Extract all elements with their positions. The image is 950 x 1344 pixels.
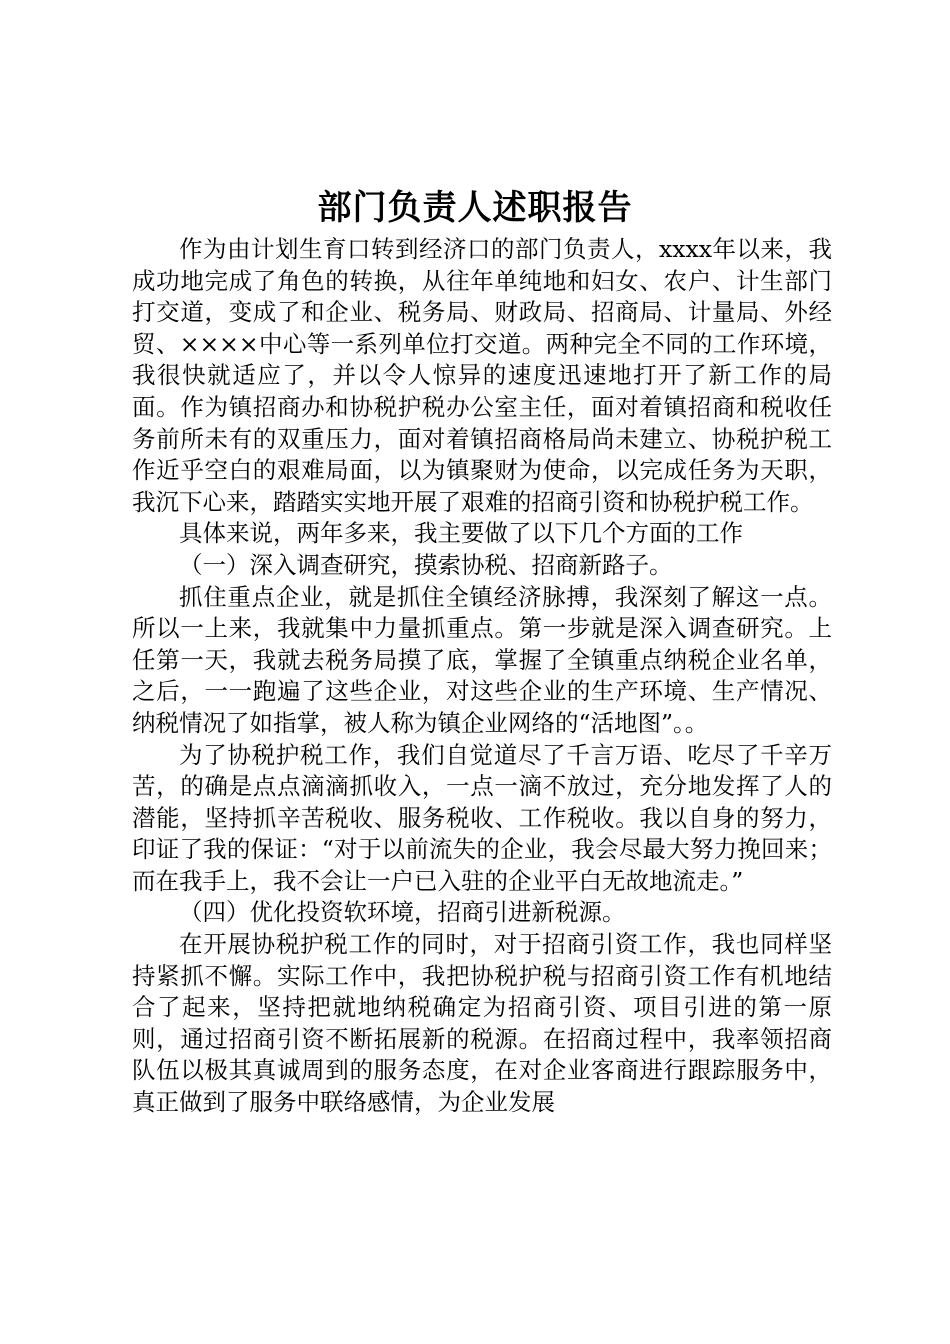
document-body [132, 234, 832, 1119]
paragraph-research: 抓住重点企业，就是抓住全镇经济脉搏，我深刻了解这一点。所以一上来，我就集中力量抓重点。第一步就是深入调查研究。上任第一天，我就去税务局摸了底，掌握了全镇重点纳税企业名单，之后，一一跑遍了这些企业，对这些企业的生产环境、生产情况、纳税情况了如指掌，被人称为镇企业网络的“活地图”。。 [132, 582, 832, 737]
paragraph-overview: 具体来说，两年多来，我主要做了以下几个方面的工作 [179, 519, 743, 548]
section-heading-4: （四）优化投资软环境，招商引进新税源。 [179, 898, 626, 927]
paragraph-tax-protection: 为了协税护税工作，我们自觉道尽了千言万语、吃尽了千辛万苦，的确是点点滴滴抓收入，一点一滴不放过，充分地发挥了人的潜能，坚持抓辛苦税收、服务税收、工作税收。我以自身的努力，印证了我的保证：“对于以前流失的企业，我会尽最大努力挽回来；而在我手上，我不会让一户已入驻的企业平白无故地流走。” [132, 740, 832, 895]
section-heading-1: （一）深入调查研究，摸索协税、招商新路子。 [179, 550, 673, 579]
paragraph-investment: 在开展协税护税工作的同时，对于招商引资工作，我也同样坚持紧抓不懈。实际工作中，我把协税护税与招商引资工作有机地结合了起来，坚持把就地纳税确定为招商引资、项目引进的第一原则，通过招商引资不断拓展新的税源。在招商过程中，我率领招商队伍以极其真诚周到的服务态度，在对企业客商进行跟踪服务中，真正做到了服务中联络感情，为企业发展 [132, 930, 832, 1117]
document-title: 部门负责人述职报告 [317, 188, 633, 228]
paragraph-intro: 作为由计划生育口转到经济口的部门负责人，xxxx年以来，我成功地完成了角色的转换，从往年单纯地和妇女、农户、计生部门打交道，变成了和企业、税务局、财政局、招商局、计量局、外经贸、××××中心等一系列单位打交道。两种完全不同的工作环境，我很快就适应了，并以令人惊异的速度迅速地打开了新工作的局面。作为镇招商办和协税护税办公室主任，面对着镇招商和税收任务前所未有的双重压力，面对着镇招商格局尚未建立、协税护税工作近乎空白的艰难局面，以为镇聚财为使命，以完成任务为天职，我沉下心来，踏踏实实地开展了艰难的招商引资和协税护税工作。 [132, 235, 832, 516]
